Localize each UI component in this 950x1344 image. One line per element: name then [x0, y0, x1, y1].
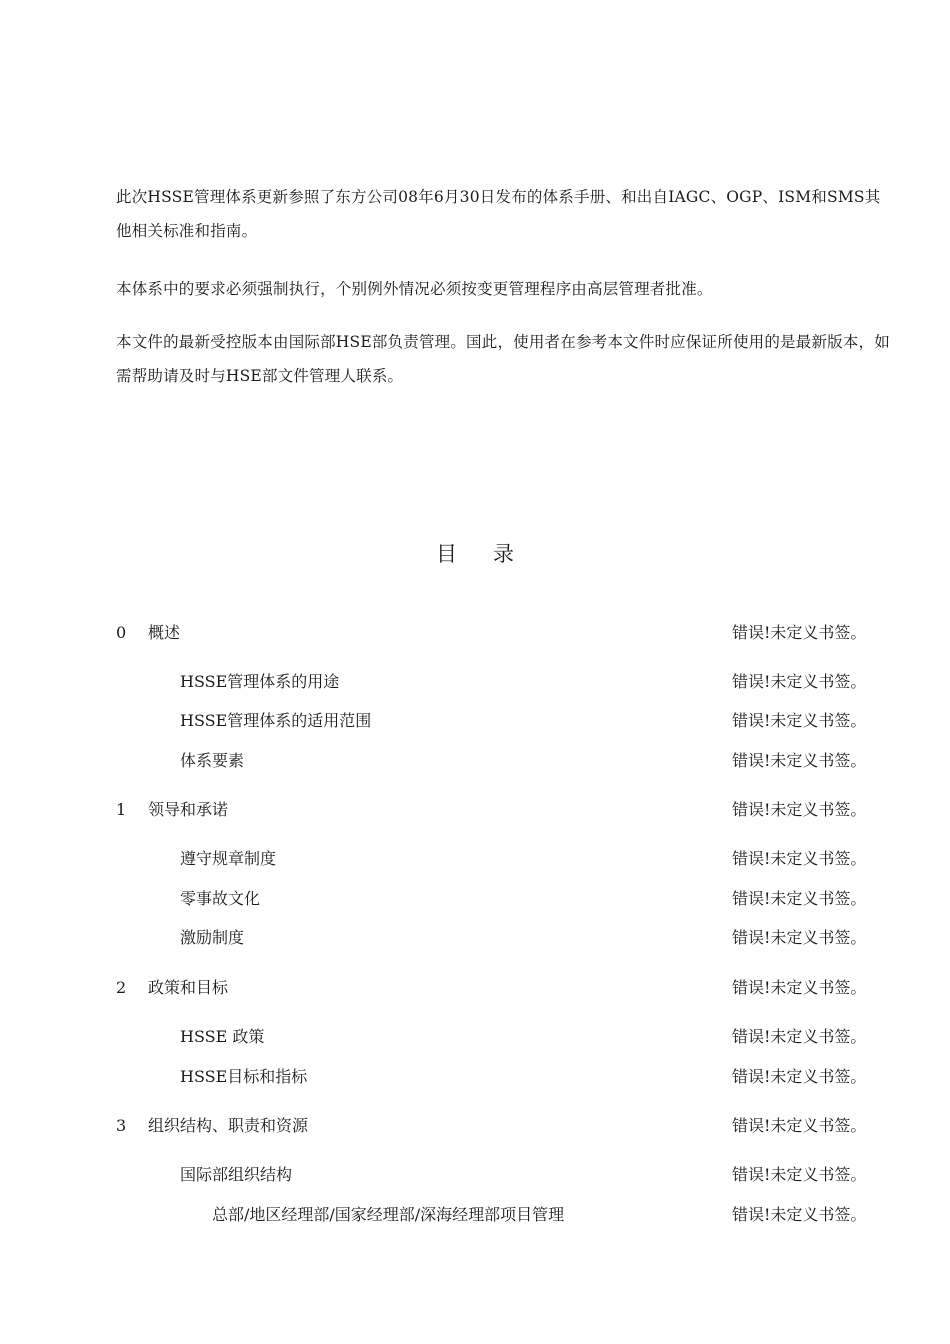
intro-paragraph-1 — [116, 180, 896, 248]
toc-entry-page-ref: 错误!未定义书签。 — [732, 711, 867, 730]
toc-entry[interactable] — [0, 708, 950, 734]
toc-entry-page-ref: 错误!未定义书签。 — [732, 1116, 867, 1135]
toc-entry-label: 总部/地区经理部/国家经理部/深海经理部项目管理 — [212, 1205, 565, 1224]
toc-entry[interactable] — [0, 846, 950, 872]
toc-entry[interactable] — [0, 925, 950, 951]
intro-text: 本文件的最新受控版本由国际部HSE部负责管理。国此，使用者在参考本文件时应保证所使用的是最新版本，如需帮助请及时与HSE部文件管理人联系。 — [116, 333, 890, 385]
toc-entry[interactable] — [0, 1202, 950, 1228]
toc-entry[interactable] — [0, 1162, 950, 1188]
toc-entry-page-ref: 错误!未定义书签。 — [732, 751, 867, 770]
toc-entry-label: 遵守规章制度 — [180, 849, 277, 868]
toc-entry-page-ref: 错误!未定义书签。 — [732, 928, 867, 947]
toc-entry-label: HSSE 政策 — [180, 1027, 265, 1046]
toc-entry[interactable] — [0, 1064, 950, 1090]
toc-entry-label: 政策和目标 — [148, 978, 229, 997]
toc-entry-number: 0 — [116, 623, 127, 642]
intro-paragraph-2 — [116, 272, 896, 306]
toc-title: 目录 — [436, 542, 550, 566]
toc-entry-label: HSSE管理体系的用途 — [180, 672, 340, 691]
toc-entry-number: 3 — [116, 1116, 127, 1135]
toc-entry-page-ref: 错误!未定义书签。 — [732, 849, 867, 868]
toc-entry-page-ref: 错误!未定义书签。 — [732, 623, 867, 642]
toc-entry[interactable] — [0, 1113, 950, 1139]
toc-entry-page-ref: 错误!未定义书签。 — [732, 978, 867, 997]
toc-entry-page-ref: 错误!未定义书签。 — [732, 1205, 867, 1224]
toc-entry[interactable] — [0, 886, 950, 912]
toc-entry-page-ref: 错误!未定义书签。 — [732, 1067, 867, 1086]
toc-entry-page-ref: 错误!未定义书签。 — [732, 672, 867, 691]
toc-entry-label: 概述 — [148, 623, 181, 642]
toc-entry-label: 组织结构、职责和资源 — [148, 1116, 309, 1135]
toc-entry[interactable] — [0, 669, 950, 695]
toc-entry-number: 1 — [116, 800, 127, 819]
toc-entry-page-ref: 错误!未定义书签。 — [732, 889, 867, 908]
toc-entry-number: 2 — [116, 978, 127, 997]
intro-text: 此次HSSE管理体系更新参照了东方公司08年6月30日发布的体系手册、和出自IAGC、OGP、ISM和SMS其他相关标准和指南。 — [116, 188, 881, 240]
toc-entry[interactable] — [0, 975, 950, 1001]
intro-text: 本体系中的要求必须强制执行，个别例外情况必须按变更管理程序由高层管理者批准。 — [116, 280, 713, 298]
toc-entry-page-ref: 错误!未定义书签。 — [732, 1027, 867, 1046]
toc-entry-label: 国际部组织结构 — [180, 1165, 293, 1184]
toc-entry-label: 激励制度 — [180, 928, 245, 947]
toc-entry-label: HSSE管理体系的适用范围 — [180, 711, 372, 730]
toc-entry-label: HSSE目标和指标 — [180, 1067, 308, 1086]
toc-entry[interactable] — [0, 1024, 950, 1050]
intro-paragraph-3 — [116, 325, 896, 393]
toc-entry-label: 零事故文化 — [180, 889, 261, 908]
toc-entry-page-ref: 错误!未定义书签。 — [732, 800, 867, 819]
toc-entry-label: 领导和承诺 — [148, 800, 229, 819]
toc-entry[interactable] — [0, 797, 950, 823]
toc-entry-page-ref: 错误!未定义书签。 — [732, 1165, 867, 1184]
toc-entry[interactable] — [0, 620, 950, 646]
toc-entry-label: 体系要素 — [180, 751, 245, 770]
toc-entry[interactable] — [0, 748, 950, 774]
